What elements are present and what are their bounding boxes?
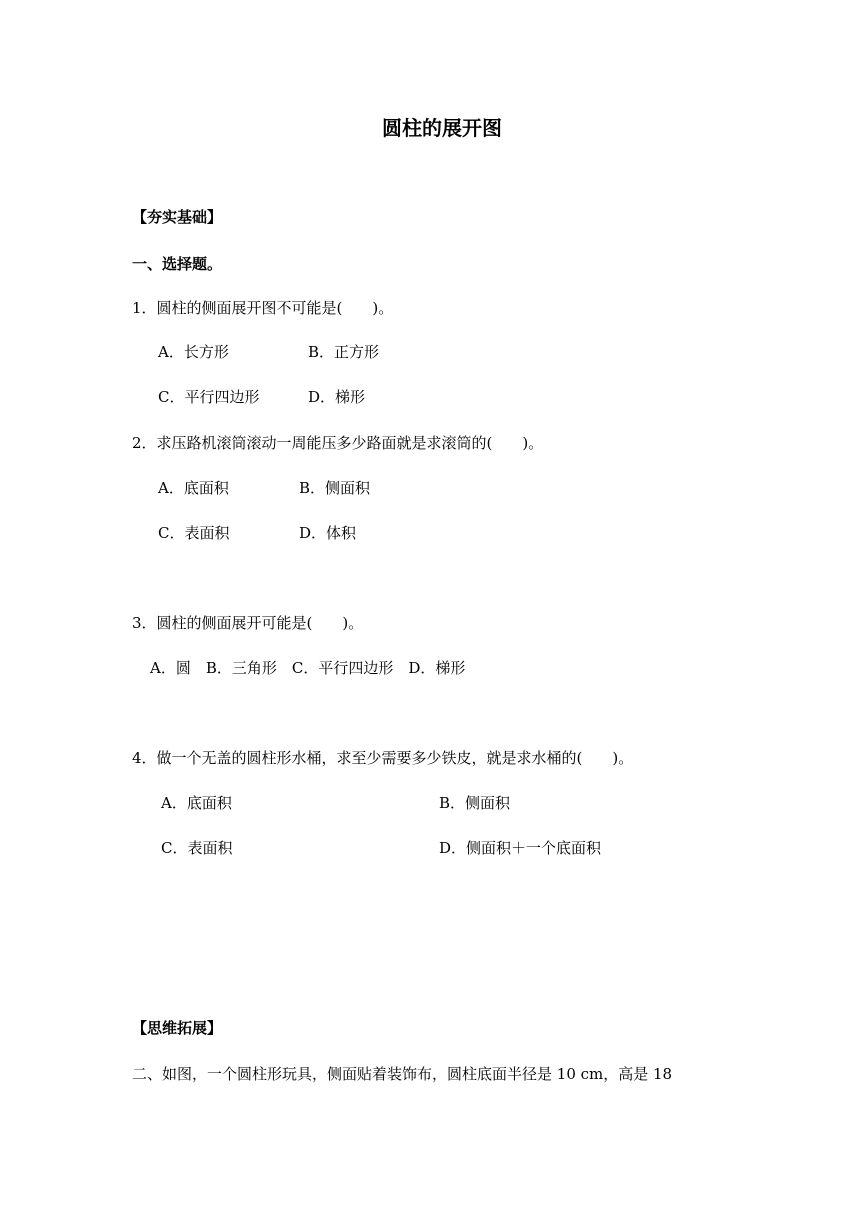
question-1-option-a: A．长方形: [158, 343, 229, 361]
question-3-options: A．圆 B．三角形 C．平行四边形 D．梯形: [150, 659, 466, 677]
question-2-option-a: A．底面积: [158, 479, 229, 497]
section-2-problem-text: 二、如图，一个圆柱形玩具，侧面贴着装饰布，圆柱底面半径是 10 cm，高是 18: [132, 1065, 673, 1083]
part-heading-choice: 一、选择题。: [132, 255, 223, 273]
question-4-option-b: B．侧面积: [439, 794, 511, 812]
question-2-option-b: B．侧面积: [299, 479, 371, 497]
question-2-option-c: C．表面积: [158, 524, 230, 542]
question-4-stem: 4．做一个无盖的圆柱形水桶，求至少需要多少铁皮，就是求水桶的( )。: [132, 749, 634, 767]
question-3-stem: 3．圆柱的侧面展开可能是( )。: [132, 614, 364, 632]
question-2-stem: 2．求压路机滚筒滚动一周能压多少路面就是求滚筒的( )。: [132, 434, 544, 452]
question-1-option-b: B．正方形: [308, 343, 380, 361]
question-2-option-d: D．体积: [299, 524, 357, 542]
section-heading-extension: 【思维拓展】: [132, 1019, 223, 1037]
question-1-option-d: D．梯形: [308, 388, 366, 406]
section-heading-basics: 【夯实基础】: [132, 208, 223, 226]
question-4-option-d: D．侧面积＋一个底面积: [439, 839, 602, 857]
question-4-option-c: C．表面积: [161, 839, 233, 857]
question-1-option-c: C．平行四边形: [158, 388, 260, 406]
question-4-option-a: A．底面积: [161, 794, 232, 812]
page-title: 圆柱的展开图: [382, 116, 502, 140]
question-1-stem: 1．圆柱的侧面展开图不可能是( )。: [132, 299, 394, 317]
